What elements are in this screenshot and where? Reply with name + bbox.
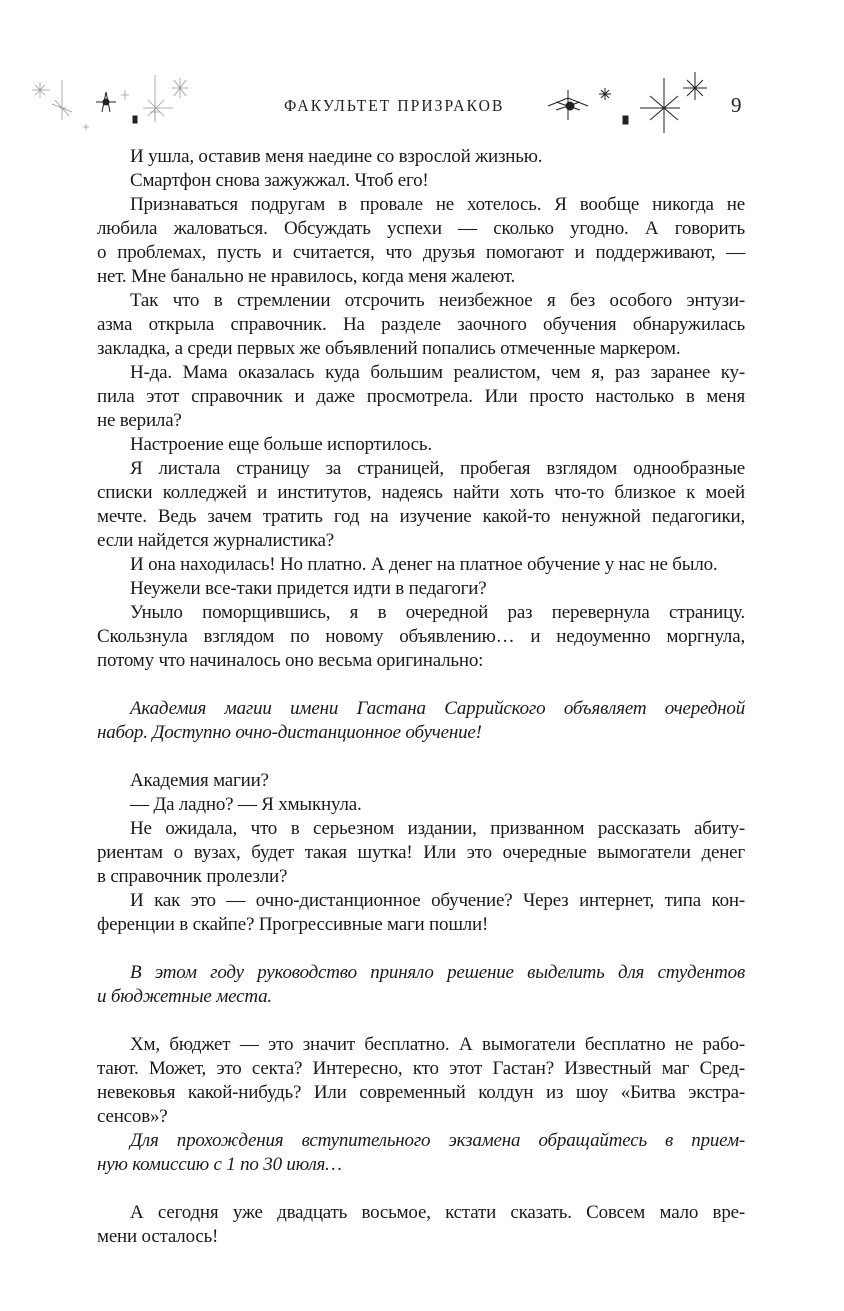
text-line: риентам о вузах, будет такая шутка! Или это очередные вымогатели денег <box>97 842 745 863</box>
text-line: закладка, а среди первых же объявлений попались отмеченные маркером. <box>97 338 681 359</box>
paragraph <box>97 145 745 169</box>
quoted-announcement <box>97 1129 745 1177</box>
paragraph <box>97 601 745 673</box>
paragraph <box>97 361 745 433</box>
text-line: Академия магии имени Гастана Саррийского объявляет очередной <box>130 698 745 719</box>
text-line: Скользнула взглядом по новому объявлению… и недоуменно моргнула, <box>97 626 745 647</box>
paragraph <box>97 1201 745 1249</box>
quoted-announcement <box>97 697 745 745</box>
text-line: Так что в стремлении отсрочить неизбежное я без особого энтузи- <box>130 290 745 311</box>
page-number: 9 <box>731 93 742 117</box>
text-line: Неужели все-таки придется идти в педагоги? <box>130 578 487 599</box>
running-title: ФАКУЛЬТЕТ ПРИЗРАКОВ <box>284 96 505 115</box>
paragraph <box>97 769 745 793</box>
text-line: набор. Доступно очно-дистанционное обучение! <box>97 722 482 743</box>
paragraph <box>97 457 745 553</box>
text-line: Настроение еще больше испортилось. <box>130 434 432 455</box>
paragraph-spacer <box>97 1009 745 1033</box>
text-line: и бюджетные места. <box>97 986 272 1007</box>
text-line: ференции в скайпе? Прогрессивные маги пошли! <box>97 914 489 935</box>
paragraph-spacer <box>97 1177 745 1201</box>
text-line: потому что начиналось оно весьма оригинально: <box>97 650 484 671</box>
running-header <box>0 60 844 140</box>
text-line: Хм, бюджет — это значит бесплатно. А вымогатели бесплатно не рабо- <box>130 1034 745 1055</box>
text-line: тают. Может, это секта? Интересно, кто этот Гастан? Известный маг Сред- <box>97 1058 745 1079</box>
paragraph <box>97 817 745 889</box>
paragraph <box>97 793 745 817</box>
text-line: нет. Мне банально не нравилось, когда меня жалеют. <box>97 266 516 287</box>
paragraph <box>97 889 745 937</box>
paragraph-spacer <box>97 745 745 769</box>
paragraph <box>97 577 745 601</box>
text-line: И как это — очно-дистанционное обучение? Через интернет, типа кон- <box>130 890 745 911</box>
text-line: Не ожидала, что в серьезном издании, призванном рассказать абиту- <box>130 818 745 839</box>
text-line: Смартфон снова зажужжал. Чтоб его! <box>130 170 429 191</box>
text-line: если найдется журналистика? <box>97 530 334 551</box>
text-line: А сегодня уже двадцать восьмое, кстати сказать. Совсем мало вре- <box>130 1202 745 1223</box>
paragraph-spacer <box>97 937 745 961</box>
text-line: невековья какой-нибудь? Или современный колдун из шоу «Битва экстра- <box>97 1082 745 1103</box>
text-line: В этом году руководство приняло решение выделить для студентов <box>130 962 745 983</box>
text-line: пила этот справочник и даже просмотрела. Или просто настолько в меня <box>97 386 745 407</box>
quoted-announcement <box>97 961 745 1009</box>
paragraph <box>97 169 745 193</box>
paragraph <box>97 433 745 457</box>
body-text <box>97 145 745 1249</box>
text-line: азма открыла справочник. На разделе заочного обучения обнаружилась <box>97 314 745 335</box>
paragraph <box>97 1033 745 1129</box>
text-line: Уныло поморщившись, я в очередной раз перевернула страницу. <box>130 602 745 623</box>
text-line: мечте. Ведь зачем тратить год на изучение какой-то ненужной педагогики, <box>97 506 745 527</box>
text-line: списки колледжей и институтов, надеясь найти хоть что-то близкое к моей <box>97 482 745 503</box>
text-line: не верила? <box>97 410 182 431</box>
text-line: любила жаловаться. Обсуждать успехи — сколько угодно. А говорить <box>97 218 745 239</box>
text-line: И она находилась! Но платно. А денег на платное обучение у нас не было. <box>130 554 718 575</box>
text-line: о проблемах, пусть и считается, что друзья помогают и поддерживают, — <box>97 242 745 263</box>
paragraph <box>97 553 745 577</box>
text-line: мени осталось! <box>97 1226 219 1247</box>
text-line: в справочник пролезли? <box>97 866 288 887</box>
paragraph <box>97 289 745 361</box>
text-line: Я листала страницу за страницей, пробегая взглядом однообразные <box>130 458 745 479</box>
text-line: Н-да. Мама оказалась куда большим реалистом, чем я, раз заранее ку- <box>130 362 745 383</box>
paragraph-spacer <box>97 673 745 697</box>
text-line: ную комиссию с 1 по 30 июля… <box>97 1154 342 1175</box>
text-line: сенсов»? <box>97 1106 168 1127</box>
text-line: Признаваться подругам в провале не хотелось. Я вообще никогда не <box>130 194 745 215</box>
text-line: — Да ладно? — Я хмыкнула. <box>130 794 362 815</box>
text-line: Для прохождения вступительного экзамена обращайтесь в прием- <box>130 1130 745 1151</box>
paragraph <box>97 193 745 289</box>
text-line: Академия магии? <box>130 770 269 791</box>
text-line: И ушла, оставив меня наедине со взрослой жизнью. <box>130 146 543 167</box>
